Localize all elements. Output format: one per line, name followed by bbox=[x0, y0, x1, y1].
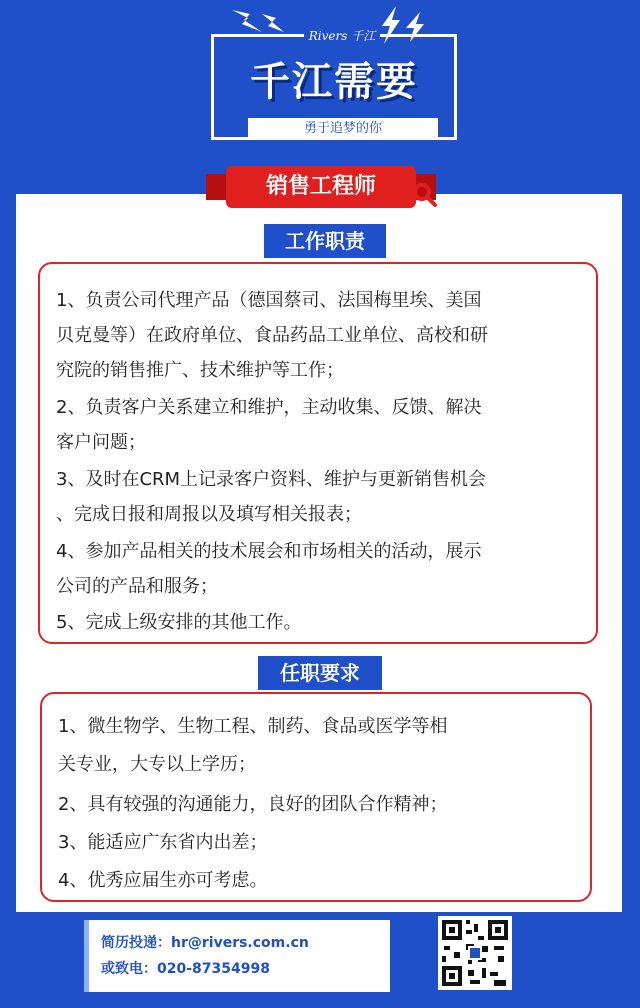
contact-phone[interactable]: 或致电：020-87354998 bbox=[101, 961, 270, 977]
requirements-box bbox=[40, 692, 592, 902]
duty-line: 公司的产品和服务； bbox=[56, 576, 218, 597]
resume-email[interactable]: 简历投递：hr@rivers.com.cn bbox=[101, 935, 309, 951]
duties-box bbox=[38, 262, 598, 644]
position-title: 销售工程师 bbox=[226, 166, 416, 208]
position-ribbon bbox=[206, 166, 436, 208]
section-title-requirements: 任职要求 bbox=[258, 656, 382, 690]
duty-line: 客户问题； bbox=[56, 432, 146, 453]
section-title-duties: 工作职责 bbox=[264, 224, 386, 258]
slogan: 勇于追梦的你 bbox=[248, 118, 438, 140]
requirement-line: 2、具有较强的沟通能力，良好的团队合作精神； bbox=[58, 794, 448, 815]
requirement-line: 3、能适应广东省内出差； bbox=[58, 832, 268, 853]
duty-line: 、完成日报和周报以及填写相关报表； bbox=[56, 504, 362, 525]
lightning-icon bbox=[402, 10, 428, 44]
lightning-icon bbox=[258, 10, 288, 40]
duty-line: 2、负责客户关系建立和维护，主动收集、反馈、解决 bbox=[56, 397, 482, 418]
contact-box bbox=[84, 920, 390, 992]
page-title: 千江需要 bbox=[250, 59, 418, 105]
duty-line: 1、负责公司代理产品（德国蔡司、法国梅里埃、美国 bbox=[56, 290, 482, 311]
duty-line: 贝克曼等）在政府单位、食品药品工业单位、高校和研 bbox=[56, 325, 488, 346]
duty-line: 4、参加产品相关的技术展会和市场相关的活动，展示 bbox=[56, 541, 482, 562]
brand-logo: Rivers 千江 bbox=[304, 26, 380, 46]
qr-code bbox=[438, 916, 512, 990]
duty-line: 究院的销售推广、技术维护等工作； bbox=[56, 360, 344, 381]
magnifier-icon bbox=[412, 182, 438, 208]
requirement-line: 1、微生物学、生物工程、制药、食品或医学等相 bbox=[58, 716, 448, 737]
requirement-line: 关专业，大专以上学历； bbox=[58, 754, 256, 775]
duty-line: 5、完成上级安排的其他工作。 bbox=[56, 612, 302, 633]
duty-line: 3、及时在CRM上记录客户资料、维护与更新销售机会 bbox=[56, 469, 487, 490]
requirement-line: 4、优秀应届生亦可考虑。 bbox=[58, 870, 268, 891]
